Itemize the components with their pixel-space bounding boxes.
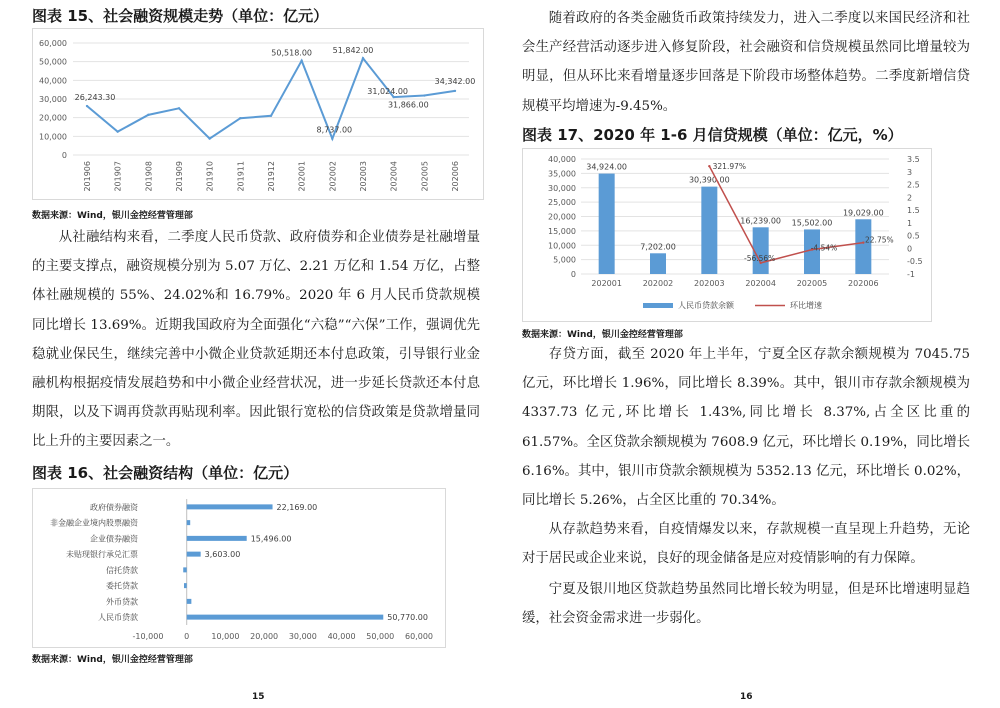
- y-tick-label: 40,000: [548, 155, 576, 164]
- category-label: 企业债券融资: [90, 534, 138, 544]
- bar: [187, 520, 190, 525]
- y2-tick-label: 1.5: [907, 206, 920, 216]
- growth-point: [708, 165, 710, 167]
- y-tick-label: 30,000: [39, 95, 67, 104]
- category-label: 政府债券融资: [90, 502, 138, 512]
- y-tick-label: 25,000: [548, 198, 576, 208]
- data-point: [362, 57, 364, 59]
- x-tick-label: 202002: [328, 161, 338, 192]
- bar: [187, 615, 384, 620]
- left-page: [32, 0, 492, 708]
- x-tick-label: 60,000: [405, 632, 433, 641]
- data-label: 8,737.00: [316, 125, 353, 135]
- y2-tick-label: 2: [907, 193, 913, 203]
- x-tick-label: 202006: [848, 279, 879, 288]
- figure16-source: 数据来源：Wind，银川金控经营管理部: [32, 655, 193, 665]
- y-tick-label: 35,000: [548, 169, 576, 179]
- data-label: 50,770.00: [387, 613, 428, 623]
- growth-line: [709, 166, 863, 263]
- y2-tick-label: 3: [907, 167, 913, 177]
- figure17-chart: [522, 148, 932, 322]
- x-tick-label: 202003: [359, 161, 368, 192]
- data-point: [423, 94, 425, 96]
- x-tick-label: -10,000: [132, 632, 164, 641]
- figure15-chart: [32, 28, 484, 200]
- x-tick-label: 201909: [175, 161, 184, 192]
- data-label: 3,603.00: [204, 550, 241, 560]
- data-label: 30,390.00: [688, 175, 730, 185]
- y-tick-label: 10,000: [39, 132, 67, 142]
- y-tick-label: 5,000: [553, 255, 576, 265]
- legend-label-bar: 人民币贷款余额: [678, 301, 734, 310]
- data-point: [454, 90, 456, 92]
- x-tick-label: 50,000: [366, 632, 395, 641]
- page-number-left: 15: [252, 692, 265, 702]
- bar: [187, 536, 247, 541]
- data-point: [208, 137, 210, 139]
- data-label: 31,024.00: [367, 87, 409, 97]
- data-label: 31,866.00: [387, 100, 429, 110]
- y-tick-label: 50,000: [39, 57, 67, 67]
- x-tick-label: 20,000: [250, 632, 279, 641]
- legend-swatch-bar: [643, 303, 673, 308]
- paragraph-deposits-loans: 存贷方面，截至 2020 年上半年，宁夏全区存款余额规模为 7045.75 亿元，环比增长 1.96%，同比增长 8.39%。其中，银川市存款余额规模为 4337.73 亿元,环比增长 1.43%,同比增长 8.37%,占全区比重的 61.57%。全区贷款余额规模为 7608.9 亿元，环比增长 0.19%，同比增长 6.16%。其中，银川市贷款余额规模为 5352.13 亿元，环比增长 0.02%，同比增长 5.26%，占全区比重的 70.34%。: [522, 347, 970, 509]
- growth-label: -56.56%: [744, 253, 776, 263]
- series-line: [87, 58, 455, 138]
- line-chart-svg: [33, 29, 483, 199]
- bar: [183, 567, 186, 572]
- data-label: 51,842.00: [332, 46, 374, 56]
- data-label: 22,169.00: [276, 502, 318, 512]
- growth-label: 22.75%: [865, 235, 894, 245]
- x-tick-label: 202001: [297, 161, 307, 192]
- figure15-title: 图表 15、社会融资规模走势（单位：亿元）: [32, 7, 329, 25]
- data-point: [392, 96, 394, 98]
- category-label: 非金融企业境内股票融资: [50, 518, 138, 528]
- bar: [599, 174, 615, 274]
- data-label: 19,029.00: [842, 208, 884, 218]
- y-tick-label: 10,000: [548, 241, 576, 251]
- x-tick-label: 201906: [83, 161, 92, 192]
- x-tick-label: 202005: [420, 161, 430, 192]
- y-tick-label: 30,000: [548, 183, 576, 193]
- x-tick-label: 30,000: [288, 632, 317, 641]
- bar-chart-svg: [33, 489, 445, 647]
- bar: [187, 599, 192, 604]
- bar: [650, 253, 666, 274]
- data-point: [116, 130, 118, 132]
- growth-label: -4.54%: [810, 243, 838, 253]
- x-tick-label: 201910: [205, 161, 215, 192]
- data-point: [178, 107, 180, 109]
- x-tick-label: 201911: [236, 161, 246, 192]
- bar: [753, 227, 769, 274]
- paragraph-social-financing: 从社融结构来看，二季度人民币贷款、政府债券和企业债券是社融增量的主要支撑点，融资规模分别为 5.07 万亿、2.21 万亿和 1.54 万亿，占整体社融规模的 55%、24.02%和 16.79%。2020 年 6 月人民币贷款规模同比增长 13.69%。近期我国政府为全面强化“六稳”“六保”工作，强调优先稳就业保民生，继续完善中小微企业贷款延期还本付息政策，引导银行业金融机构根据疫情发展趋势和中小微企业经营状况，进一步延长贷款还本付息期限，以及下调再贷款再贴现利率。因此银行宽松的信贷政策是贷款增量同比上升的主要因素之一。: [32, 230, 480, 450]
- paragraph-loan-trend: 宁夏及银川地区贷款趋势虽然同比增长较为明显，但是环比增速明显趋缓，社会资金需求进一步弱化。: [522, 582, 970, 627]
- growth-label: 321.97%: [712, 162, 747, 172]
- category-label: 人民币贷款: [98, 613, 138, 623]
- figure16-chart: [32, 488, 446, 648]
- y-tick-label: 15,000: [548, 226, 576, 236]
- bar: [855, 219, 871, 274]
- x-tick-label: 10,000: [211, 632, 240, 641]
- x-tick-label: 202004: [389, 161, 399, 192]
- x-tick-label: 40,000: [327, 632, 356, 641]
- x-tick-label: 201912: [267, 161, 276, 192]
- x-tick-label: 202001: [591, 279, 622, 288]
- bar: [701, 187, 717, 274]
- y-tick-label: 20,000: [39, 113, 67, 123]
- paragraph-deposit-trend: 从存款趋势来看，自疫情爆发以来，存款规模一直呈现上升趋势，无论对于居民或企业来说，良好的现金储备是应对疫情影响的有力保障。: [522, 522, 970, 567]
- y2-tick-label: 2.5: [907, 180, 920, 190]
- y2-tick-label: -1: [907, 270, 915, 279]
- data-label: 7,202.00: [640, 242, 676, 252]
- y-tick-label: 0: [61, 151, 67, 160]
- y-tick-label: 20,000: [548, 212, 576, 222]
- data-label: 50,518.00: [271, 48, 313, 58]
- bar: [187, 504, 273, 509]
- paragraph-policy: 随着政府的各类金融货币政策持续发力，进入二季度以来国民经济和社会生产经营活动逐步进入修复阶段，社会融资和信贷规模虽然同比增量较为明显，但从环比来看增量逐步回落是下阶段市场整体趋势。二季度新增信贷规模平均增速为-9.45%。: [522, 11, 970, 114]
- category-label: 信托贷款: [106, 565, 138, 575]
- y2-tick-label: -0.5: [907, 257, 923, 267]
- data-point: [270, 115, 272, 117]
- data-label: 15,502.00: [791, 218, 833, 228]
- data-point: [331, 137, 333, 139]
- y2-tick-label: 0: [907, 244, 913, 254]
- x-tick-label: 0: [184, 632, 190, 641]
- y-tick-label: 60,000: [39, 39, 67, 48]
- category-label: 委托贷款: [106, 581, 138, 591]
- x-tick-label: 202003: [694, 279, 725, 288]
- combo-chart-svg: [523, 149, 931, 321]
- page-number-right: 16: [740, 692, 753, 702]
- bar: [184, 583, 187, 588]
- data-label: 16,239.00: [740, 216, 782, 226]
- x-tick-label: 202004: [745, 279, 776, 288]
- category-label: 未贴现银行承兑汇票: [66, 550, 138, 560]
- data-label: 34,924.00: [586, 162, 628, 172]
- y-tick-label: 40,000: [39, 76, 67, 86]
- figure17-title: 图表 17、2020 年 1-6 月信贷规模（单位：亿元，%）: [522, 126, 903, 144]
- y-tick-label: 0: [570, 270, 576, 279]
- data-point: [300, 59, 302, 61]
- x-tick-label: 202002: [642, 279, 674, 288]
- legend-label-line: 环比增速: [790, 301, 822, 310]
- y2-tick-label: 3.5: [907, 155, 920, 164]
- x-tick-label: 201907: [113, 161, 123, 192]
- data-point: [147, 114, 149, 116]
- right-page: [522, 0, 982, 708]
- data-label: 26,243.30: [74, 93, 116, 103]
- category-label: 外币贷款: [106, 597, 138, 607]
- data-point: [239, 117, 241, 119]
- figure15-source: 数据来源：Wind，银川金控经营管理部: [32, 211, 193, 221]
- bar: [187, 552, 201, 557]
- data-label: 15,496.00: [250, 534, 292, 544]
- data-point: [86, 105, 88, 107]
- x-tick-label: 201908: [144, 161, 154, 192]
- figure16-title: 图表 16、社会融资结构（单位：亿元）: [32, 464, 299, 482]
- data-label: 34,342.00: [434, 76, 476, 86]
- y2-tick-label: 0.5: [907, 231, 920, 241]
- x-tick-label: 202006: [451, 161, 460, 192]
- figure17-source: 数据来源：Wind，银川金控经营管理部: [522, 330, 683, 340]
- y2-tick-label: 1: [907, 218, 913, 228]
- x-tick-label: 202005: [796, 279, 828, 288]
